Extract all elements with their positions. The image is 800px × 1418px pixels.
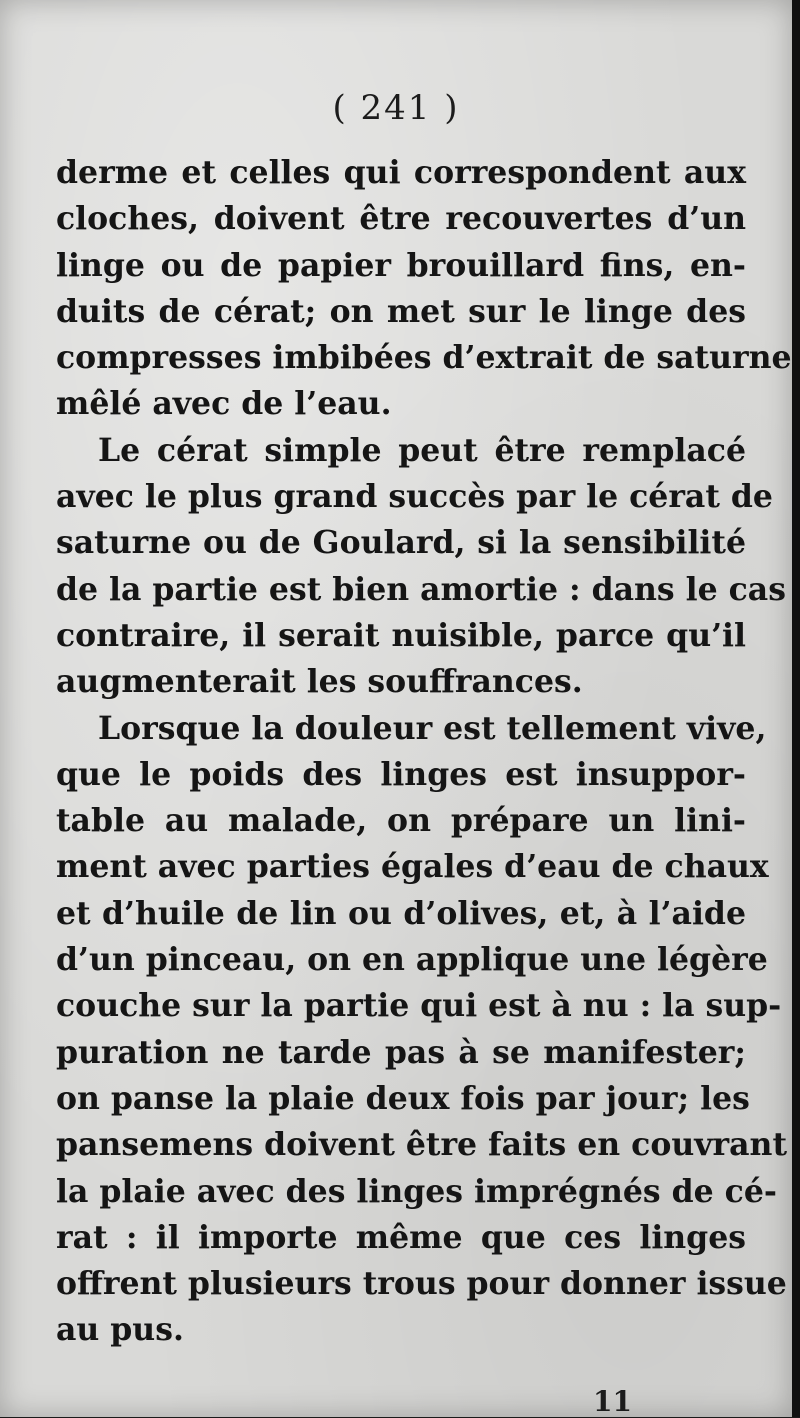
text-line: mêlé avec de l’eau. <box>56 385 392 423</box>
text-line: d’un pinceau, on en applique une légère <box>56 941 768 979</box>
body-text <box>56 150 792 1354</box>
signature-mark: 11 <box>593 1385 632 1418</box>
text-line: au pus. <box>56 1311 184 1349</box>
text-line: offrent plusieurs trous pour donner issue <box>56 1265 787 1303</box>
text-line: et d’huile de lin ou d’olives, et, à l’aide <box>56 894 746 932</box>
text-line: pansemens doivent être faits en couvrant <box>56 1126 787 1164</box>
text-line: duits de cérat; on met sur le linge des <box>56 292 746 330</box>
page-number: ( 241 ) <box>332 88 460 128</box>
text-line: ment avec parties égales d’eau de chaux <box>56 848 769 886</box>
text-line: linge ou de papier brouillard fins, en- <box>56 246 746 284</box>
text-line: avec le plus grand succès par le cérat de <box>56 478 773 516</box>
text-line: cloches, doivent être recouvertes d’un <box>56 200 746 238</box>
text-line: compresses imbibées d’extrait de saturne <box>56 339 792 377</box>
text-line: Lorsque la douleur est tellement vive, <box>98 709 767 747</box>
text-line: saturne ou de Goulard, si la sensibilité <box>56 524 746 562</box>
text-line: rat : il importe même que ces linges <box>56 1218 746 1256</box>
text-line: table au malade, on prépare un lini- <box>56 802 746 840</box>
text-line: on panse la plaie deux fois par jour; les <box>56 1079 750 1117</box>
text-line: que le poids des linges est insuppor- <box>56 755 746 793</box>
text-line: la plaie avec des linges imprégnés de cé- <box>56 1172 777 1210</box>
text-line: derme et celles qui correspondent aux <box>56 154 746 191</box>
page-edge-shadow <box>792 0 800 1417</box>
text-line: augmenterait les souffrances. <box>56 663 583 701</box>
text-line: de la partie est bien amortie : dans le cas <box>56 570 786 608</box>
text-line: contraire, il serait nuisible, parce qu’il <box>56 616 746 654</box>
text-line: Le cérat simple peut être remplacé <box>98 431 746 469</box>
text-line: puration ne tarde pas à se manifester; <box>56 1033 746 1071</box>
text-line: couche sur la partie qui est à nu : la sup- <box>56 987 782 1025</box>
